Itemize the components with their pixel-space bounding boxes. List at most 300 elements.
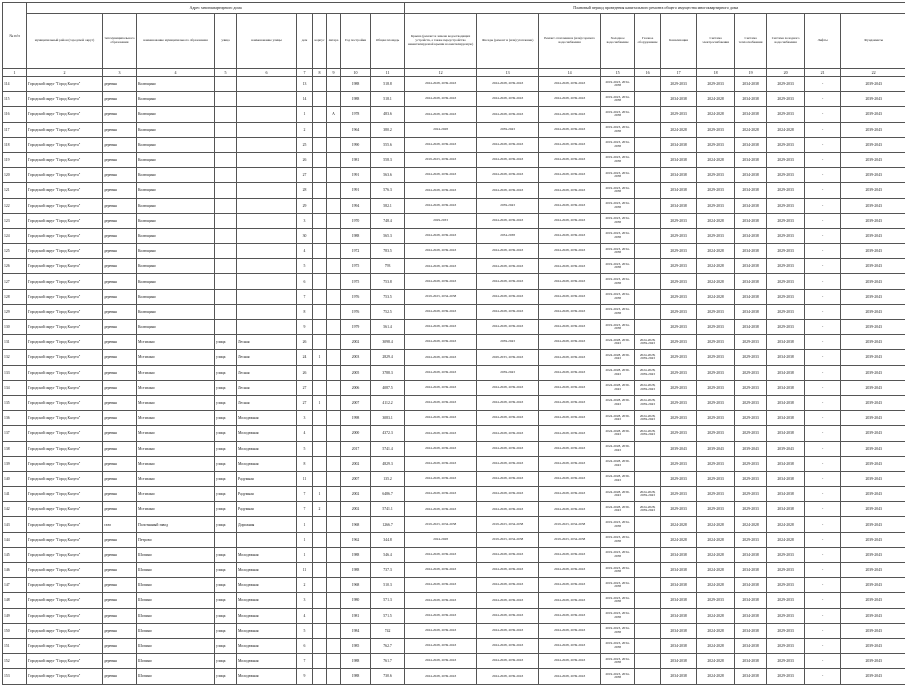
- cell-year: 1975: [341, 274, 371, 289]
- cell-hs: 2034-2038: [735, 259, 767, 274]
- cell-roof: 2019-2023, 2034-2038: [405, 289, 477, 304]
- cell-heat: 2024-2028, 2039-2043: [539, 395, 601, 410]
- cell-cws: 2034-2038: [767, 365, 805, 380]
- col-number: 16: [635, 69, 661, 77]
- cell-hs: 2029-2033: [735, 456, 767, 471]
- cell-found: 2039-2043: [841, 426, 905, 441]
- table-row: [3, 168, 905, 183]
- cell-hs: 2034-2038: [735, 92, 767, 107]
- cell-district: Городской округ "Город Калуга": [27, 638, 103, 653]
- cell-name: Шопино: [137, 547, 215, 562]
- cell-roof: 2024-2028, 2039-2043: [405, 502, 477, 517]
- cell-cws: 2029-2033: [767, 608, 805, 623]
- cell-roof: 2024-2028, 2039-2043: [405, 350, 477, 365]
- cell-heat: 2024-2028, 2039-2043: [539, 638, 601, 653]
- cell-district: Городской округ "Город Калуга": [27, 122, 103, 137]
- cell-sewer: 2029-2033: [661, 411, 697, 426]
- cell-elec: 2029-2033: [697, 426, 735, 441]
- cell-gas: [635, 669, 661, 684]
- cell-area: 737.3: [371, 563, 405, 578]
- cell-house: 9: [297, 669, 313, 684]
- cell-found: 2039-2043: [841, 92, 905, 107]
- cell-name: Шопино: [137, 654, 215, 669]
- cell-gas: [635, 122, 661, 137]
- cell-street: Молодежная: [237, 654, 297, 669]
- cell-heat: 2019-2023, 2034-2038: [539, 517, 601, 532]
- col-header: тип муниципального образования: [103, 14, 137, 69]
- cell-lit: [327, 274, 341, 289]
- cell-facade: 2029-2033, 2039-2043: [477, 350, 539, 365]
- cell-area: 561.4: [371, 320, 405, 335]
- cell-hs: 2034-2038: [735, 183, 767, 198]
- cell-name: Колющино: [137, 228, 215, 243]
- cell-district: Городской округ "Город Калуга": [27, 244, 103, 259]
- cell-heat: 2024-2028, 2039-2043: [539, 502, 601, 517]
- cell-lift: -: [805, 471, 841, 486]
- cell-hs: 2029-2033: [735, 487, 767, 502]
- cell-lift: -: [805, 168, 841, 183]
- cell-lift: -: [805, 213, 841, 228]
- cell-street: Молодежная: [237, 638, 297, 653]
- cell-elec: 2024-2028: [697, 669, 735, 684]
- cell-district: Городской округ "Город Калуга": [27, 289, 103, 304]
- cell-found: 2039-2043: [841, 395, 905, 410]
- cell-street: Лесная: [237, 365, 297, 380]
- cell-korp: 1: [313, 395, 327, 410]
- cell-area: 4087.5: [371, 380, 405, 395]
- cell-found: 2039-2043: [841, 411, 905, 426]
- cell-year: 1976: [341, 304, 371, 319]
- cell-name: Мстихино: [137, 411, 215, 426]
- cell-cws: 2034-2038: [767, 456, 805, 471]
- cell-found: 2039-2043: [841, 152, 905, 167]
- cell-lift: -: [805, 304, 841, 319]
- cell-year: 1964: [341, 122, 371, 137]
- cell-district: Городской округ "Город Калуга": [27, 502, 103, 517]
- cell-street_type: [215, 259, 237, 274]
- cell-gas: [635, 563, 661, 578]
- cell-lit: [327, 426, 341, 441]
- cell-cws: 2024-2028: [767, 122, 805, 137]
- cell-year: 1979: [341, 320, 371, 335]
- cell-type: деревня: [103, 183, 137, 198]
- cell-hs: 2029-2033: [735, 532, 767, 547]
- cell-gas: [635, 259, 661, 274]
- cell-cws: 2029-2033: [767, 563, 805, 578]
- cell-roof: 2024-2028, 2039-2043: [405, 137, 477, 152]
- cell-elec: 2029-2033: [697, 137, 735, 152]
- cell-heat: 2024-2028, 2039-2043: [539, 137, 601, 152]
- cell-street_type: [215, 152, 237, 167]
- cell-elec: 2024-2028: [697, 259, 735, 274]
- cell-roof: 2024-2028: [405, 532, 477, 547]
- cell-cold: 2019-2023, 2034-2038: [601, 289, 635, 304]
- cell-elec: 2029-2033: [697, 198, 735, 213]
- cell-facade: 2039-2043: [477, 335, 539, 350]
- cell-name: Колющино: [137, 92, 215, 107]
- cell-found: 2039-2043: [841, 183, 905, 198]
- cell-district: Городской округ "Город Калуга": [27, 137, 103, 152]
- cell-year: 2017: [341, 441, 371, 456]
- cell-area: 571.5: [371, 608, 405, 623]
- cell-cold: 2024-2028, 2039-2043: [601, 335, 635, 350]
- cell-street_type: улица: [215, 517, 237, 532]
- cell-roof: 2029-2033: [405, 213, 477, 228]
- cell-korp: 2: [313, 502, 327, 517]
- cell-year: 1972: [341, 244, 371, 259]
- table-row: [3, 77, 905, 92]
- cell-roof: 2024-2028, 2039-2043: [405, 320, 477, 335]
- cell-hs: 2029-2033: [735, 471, 767, 486]
- cell-lit: А: [327, 107, 341, 122]
- col-number: 18: [697, 69, 735, 77]
- cell-elec: 2029-2033: [697, 183, 735, 198]
- cell-lit: [327, 563, 341, 578]
- cell-area: 555.6: [371, 137, 405, 152]
- cell-korp: [313, 122, 327, 137]
- cell-type: деревня: [103, 152, 137, 167]
- cell-street: Лесная: [237, 350, 297, 365]
- cell-cws: 2029-2033: [767, 274, 805, 289]
- cell-heat: 2024-2028, 2039-2043: [539, 563, 601, 578]
- cell-sewer: 2029-2033: [661, 456, 697, 471]
- cell-street_type: улица: [215, 502, 237, 517]
- cell-gas: [635, 547, 661, 562]
- cell-name: Шопино: [137, 623, 215, 638]
- cell-sewer: 2029-2033: [661, 107, 697, 122]
- cell-lift: -: [805, 365, 841, 380]
- cell-name: Мстихино: [137, 487, 215, 502]
- cell-cws: 2034-2038: [767, 395, 805, 410]
- cell-gas: 2024-2028, 2039-2043: [635, 502, 661, 517]
- cell-sewer: 2029-2033: [661, 471, 697, 486]
- cell-street_type: улица: [215, 395, 237, 410]
- cell-house: 1: [297, 532, 313, 547]
- cell-street_type: улица: [215, 638, 237, 653]
- cell-district: Городской округ "Город Калуга": [27, 213, 103, 228]
- cell-gas: [635, 593, 661, 608]
- cell-district: Городской округ "Город Калуга": [27, 547, 103, 562]
- cell-street_type: улица: [215, 471, 237, 486]
- table-row: [3, 654, 905, 669]
- cell-hs: 2024-2028: [735, 517, 767, 532]
- cell-found: 2039-2043: [841, 244, 905, 259]
- cell-cold: 2019-2023, 2034-2038: [601, 608, 635, 623]
- cell-type: деревня: [103, 608, 137, 623]
- cell-gas: 2024-2028, 2039-2043: [635, 426, 661, 441]
- cell-elec: 2024-2028: [697, 608, 735, 623]
- cell-area: 518.8: [371, 77, 405, 92]
- cell-elec: 2024-2028: [697, 213, 735, 228]
- cell-roof: 2024-2028, 2039-2043: [405, 623, 477, 638]
- cell-year: 1984: [341, 623, 371, 638]
- cell-lift: -: [805, 183, 841, 198]
- repair-schedule-table: [2, 2, 905, 685]
- col-number: 5: [215, 69, 237, 77]
- cell-type: деревня: [103, 380, 137, 395]
- cell-year: 2000: [341, 426, 371, 441]
- cell-street: Радужная: [237, 502, 297, 517]
- cell-cws: 2029-2033: [767, 593, 805, 608]
- cell-n: 133: [3, 365, 27, 380]
- cell-roof: 2024-2028, 2039-2043: [405, 259, 477, 274]
- table-row: [3, 593, 905, 608]
- cell-year: 2002: [341, 456, 371, 471]
- cell-lit: [327, 244, 341, 259]
- cell-roof: 2024-2028, 2039-2043: [405, 593, 477, 608]
- cell-sewer: 2034-2038: [661, 183, 697, 198]
- cell-cold: 2019-2023, 2034-2038: [601, 228, 635, 243]
- cell-house: 24: [297, 350, 313, 365]
- col-header: муниципальный район (городской округ): [27, 14, 103, 69]
- cell-cold: 2019-2023, 2034-2038: [601, 669, 635, 684]
- cell-cws: 2029-2033: [767, 547, 805, 562]
- cell-lit: [327, 198, 341, 213]
- cell-found: 2039-2043: [841, 593, 905, 608]
- cell-cws: 2029-2033: [767, 168, 805, 183]
- cell-lift: -: [805, 502, 841, 517]
- cell-lift: -: [805, 77, 841, 92]
- cell-type: деревня: [103, 395, 137, 410]
- table-row: [3, 380, 905, 395]
- col-header: дом: [297, 14, 313, 69]
- cell-district: Городской округ "Город Калуга": [27, 198, 103, 213]
- cell-district: Городской округ "Город Калуга": [27, 441, 103, 456]
- cell-heat: 2024-2028, 2039-2043: [539, 335, 601, 350]
- cell-street: Молодежная: [237, 593, 297, 608]
- cell-lift: -: [805, 608, 841, 623]
- table-row: [3, 502, 905, 517]
- cell-name: Мстихино: [137, 502, 215, 517]
- cell-street_type: [215, 320, 237, 335]
- cell-roof: 2024-2028, 2039-2043: [405, 654, 477, 669]
- cell-sewer: 2029-2033: [661, 502, 697, 517]
- cell-year: 1988: [341, 92, 371, 107]
- cell-found: 2039-2043: [841, 471, 905, 486]
- cell-gas: [635, 517, 661, 532]
- cell-street: [237, 107, 297, 122]
- cell-lit: [327, 335, 341, 350]
- cell-n: 119: [3, 152, 27, 167]
- table-row: [3, 547, 905, 562]
- table-row: [3, 532, 905, 547]
- cell-house: 5: [297, 623, 313, 638]
- cell-gas: [635, 168, 661, 183]
- cell-name: Мстихино: [137, 380, 215, 395]
- cell-street_type: улица: [215, 547, 237, 562]
- cell-n: 145: [3, 547, 27, 562]
- cell-cws: 2034-2038: [767, 502, 805, 517]
- cell-sewer: 2029-2033: [661, 380, 697, 395]
- cell-roof: 2024-2028, 2039-2043: [405, 456, 477, 471]
- cell-year: 1988: [341, 563, 371, 578]
- cell-heat: 2024-2028, 2039-2043: [539, 578, 601, 593]
- col-number: 21: [805, 69, 841, 77]
- cell-roof: 2024-2028, 2039-2043: [405, 547, 477, 562]
- cell-n: 121: [3, 183, 27, 198]
- cell-district: Городской округ "Город Калуга": [27, 274, 103, 289]
- cell-roof: 2019-2023, 2034-2038: [405, 517, 477, 532]
- cell-cws: 2034-2038: [767, 380, 805, 395]
- cell-lit: [327, 441, 341, 456]
- cell-area: 793: [371, 259, 405, 274]
- col-number: 10: [341, 69, 371, 77]
- cell-hs: 2034-2038: [735, 593, 767, 608]
- cell-elec: 2029-2033: [697, 380, 735, 395]
- cell-roof: 2024-2028, 2039-2043: [405, 228, 477, 243]
- cell-sewer: 2034-2038: [661, 578, 697, 593]
- col-number: 11: [371, 69, 405, 77]
- cell-name: Мстихино: [137, 441, 215, 456]
- table-row: [3, 608, 905, 623]
- cell-found: 2039-2043: [841, 320, 905, 335]
- cell-house: 13: [297, 77, 313, 92]
- cell-roof: 2024-2028, 2039-2043: [405, 183, 477, 198]
- cell-year: 1998: [341, 411, 371, 426]
- cell-n: 122: [3, 198, 27, 213]
- cell-year: 1968: [341, 517, 371, 532]
- table-row: [3, 198, 905, 213]
- cell-type: деревня: [103, 77, 137, 92]
- cell-cold: 2019-2023, 2034-2038: [601, 320, 635, 335]
- cell-year: 1990: [341, 137, 371, 152]
- col-number: 6: [237, 69, 297, 77]
- cell-korp: [313, 259, 327, 274]
- cell-type: деревня: [103, 456, 137, 471]
- cell-cold: 2024-2028, 2039-2043: [601, 456, 635, 471]
- cell-year: 1988: [341, 547, 371, 562]
- cell-sewer: 2034-2038: [661, 623, 697, 638]
- cell-sewer: 2029-2033: [661, 77, 697, 92]
- cell-area: 761.7: [371, 654, 405, 669]
- cell-sewer: 2034-2038: [661, 92, 697, 107]
- cell-area: 753.8: [371, 274, 405, 289]
- cell-hs: 2034-2038: [735, 654, 767, 669]
- cell-facade: 2024-2028, 2039-2043: [477, 623, 539, 638]
- cell-district: Городской округ "Город Калуга": [27, 168, 103, 183]
- cell-street: [237, 259, 297, 274]
- cell-street: [237, 274, 297, 289]
- cell-name: Колющино: [137, 259, 215, 274]
- cell-street: Молодежная: [237, 669, 297, 684]
- cell-house: 27: [297, 395, 313, 410]
- cell-gas: 2024-2028, 2039-2043: [635, 365, 661, 380]
- cell-sewer: 2029-2033: [661, 228, 697, 243]
- cell-heat: 2024-2028, 2039-2043: [539, 259, 601, 274]
- cell-facade: 2024-2028, 2039-2043: [477, 259, 539, 274]
- cell-sewer: 2034-2038: [661, 669, 697, 684]
- col-header: наименование муниципального образования: [137, 14, 215, 69]
- table-row: [3, 517, 905, 532]
- cell-found: 2039-2043: [841, 122, 905, 137]
- cell-n: 129: [3, 304, 27, 319]
- cell-cws: 2029-2033: [767, 578, 805, 593]
- cell-roof: 2024-2028, 2039-2043: [405, 395, 477, 410]
- cell-lit: [327, 228, 341, 243]
- cell-street_type: [215, 532, 237, 547]
- cell-cws: 2029-2033: [767, 289, 805, 304]
- cell-n: 149: [3, 608, 27, 623]
- cell-cold: 2024-2028, 2039-2043: [601, 365, 635, 380]
- cell-korp: [313, 244, 327, 259]
- cell-cws: 2034-2038: [767, 487, 805, 502]
- cell-district: Городской округ "Город Калуга": [27, 395, 103, 410]
- col-header: Канализация: [661, 14, 697, 69]
- cell-heat: 2024-2028, 2039-2043: [539, 274, 601, 289]
- cell-year: 2002: [341, 487, 371, 502]
- cell-facade: 2024-2028, 2039-2043: [477, 77, 539, 92]
- table-row: [3, 578, 905, 593]
- cell-sewer: 2029-2033: [661, 487, 697, 502]
- cell-cold: 2024-2028, 2039-2043: [601, 487, 635, 502]
- cell-type: деревня: [103, 563, 137, 578]
- col-number: 19: [735, 69, 767, 77]
- cell-hs: 2034-2038: [735, 213, 767, 228]
- cell-gas: [635, 289, 661, 304]
- cell-district: Городской округ "Город Калуга": [27, 380, 103, 395]
- cell-hs: 2029-2033: [735, 380, 767, 395]
- cell-found: 2039-2043: [841, 638, 905, 653]
- cell-facade: 2024-2028, 2039-2043: [477, 593, 539, 608]
- cell-cws: 2029-2033: [767, 213, 805, 228]
- cell-found: 2039-2043: [841, 289, 905, 304]
- cell-lift: -: [805, 638, 841, 653]
- cell-name: Колющино: [137, 152, 215, 167]
- cell-type: деревня: [103, 578, 137, 593]
- cell-lit: [327, 77, 341, 92]
- cell-found: 2039-2043: [841, 213, 905, 228]
- cell-roof: 2024-2028, 2039-2043: [405, 578, 477, 593]
- cell-hs: 2034-2038: [735, 638, 767, 653]
- cell-house: 9: [297, 320, 313, 335]
- cell-district: Городской округ "Город Калуга": [27, 365, 103, 380]
- cell-hs: 2029-2033: [735, 411, 767, 426]
- cell-roof: 2024-2028, 2039-2043: [405, 335, 477, 350]
- cell-found: 2039-2043: [841, 350, 905, 365]
- cell-found: 2039-2043: [841, 259, 905, 274]
- cell-korp: [313, 320, 327, 335]
- table-row: [3, 411, 905, 426]
- cell-street_type: [215, 92, 237, 107]
- cell-cold: 2019-2023, 2034-2038: [601, 137, 635, 152]
- cell-hs: 2034-2038: [735, 244, 767, 259]
- cell-found: 2039-2043: [841, 669, 905, 684]
- cell-korp: [313, 380, 327, 395]
- cell-district: Городской округ "Город Калуга": [27, 608, 103, 623]
- cell-type: деревня: [103, 320, 137, 335]
- cell-elec: 2029-2033: [697, 593, 735, 608]
- cell-found: 2039-2043: [841, 365, 905, 380]
- cell-elec: 2029-2033: [697, 350, 735, 365]
- col-header: Фундаменты: [841, 14, 905, 69]
- cell-house: 7: [297, 487, 313, 502]
- cell-street_type: [215, 213, 237, 228]
- cell-hs: 2034-2038: [735, 320, 767, 335]
- cell-roof: 2024-2028, 2039-2043: [405, 426, 477, 441]
- cell-gas: [635, 320, 661, 335]
- cell-lit: [327, 183, 341, 198]
- cell-house: 11: [297, 563, 313, 578]
- cell-found: 2039-2043: [841, 623, 905, 638]
- cell-gas: [635, 532, 661, 547]
- cell-n: 135: [3, 395, 27, 410]
- cell-elec: 2024-2028: [697, 107, 735, 122]
- cell-name: Полотняный завод: [137, 517, 215, 532]
- table-row: [3, 244, 905, 259]
- cell-year: 1985: [341, 638, 371, 653]
- cell-facade: 2024-2028, 2039-2043: [477, 289, 539, 304]
- cell-lit: [327, 654, 341, 669]
